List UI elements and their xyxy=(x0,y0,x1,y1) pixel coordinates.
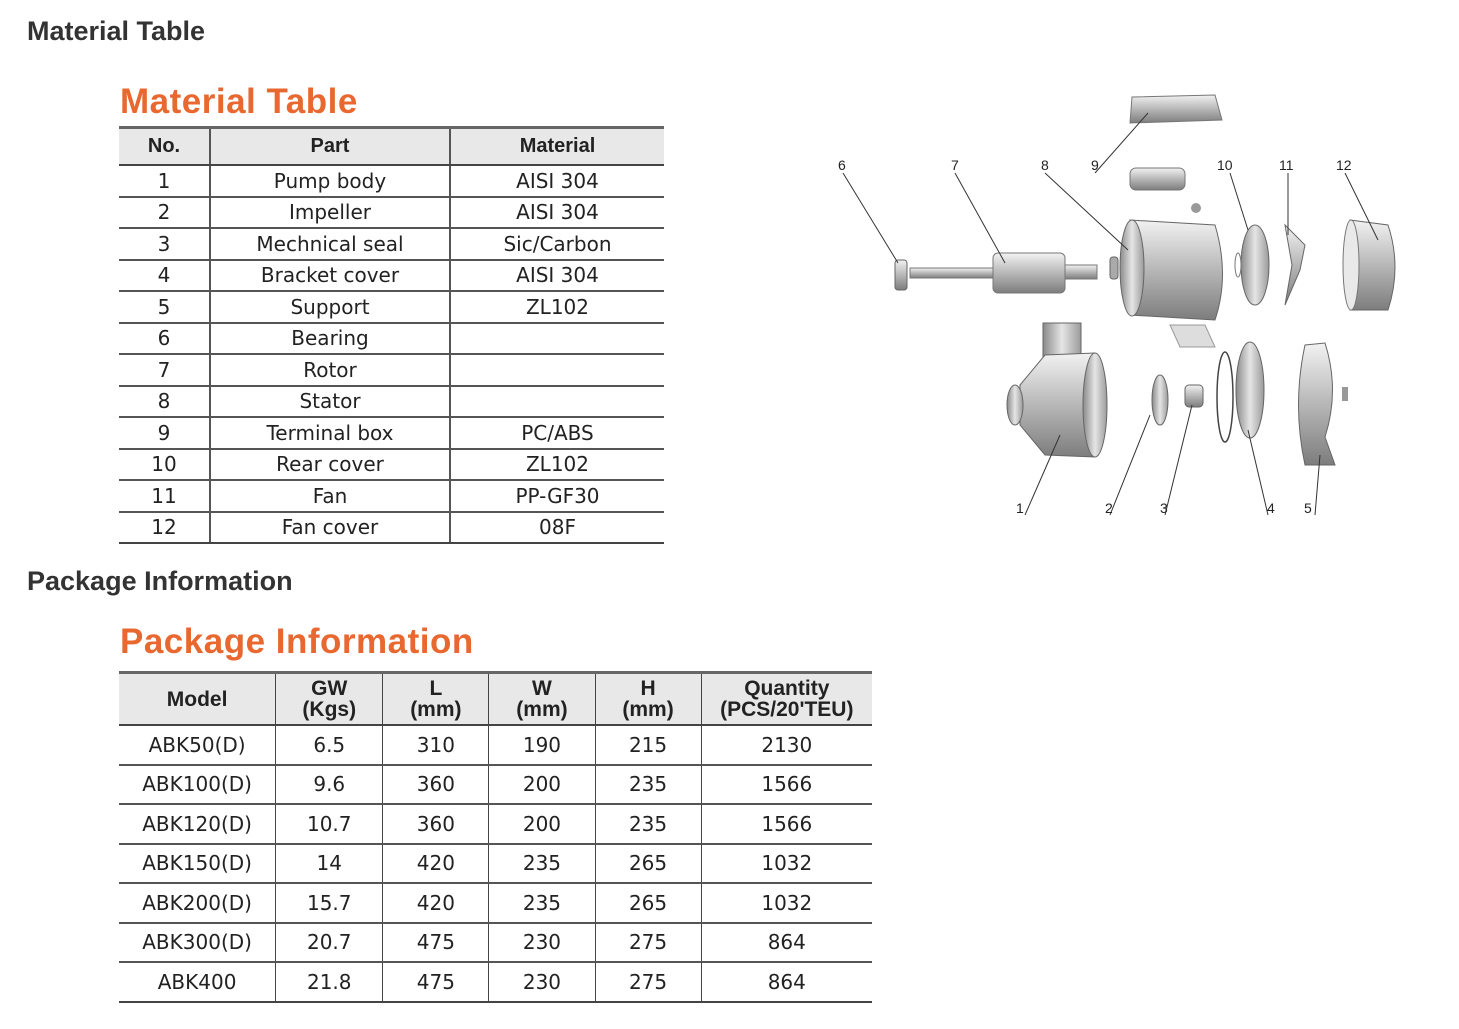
cell-w: 235 xyxy=(489,844,595,884)
cell-l: 360 xyxy=(383,804,489,844)
table-row xyxy=(119,725,872,765)
pump-inlet xyxy=(1007,385,1023,425)
washer-part xyxy=(1110,257,1118,279)
cell-no: 11 xyxy=(119,480,210,512)
column-header-line: (Kgs) xyxy=(302,698,357,721)
cell-no: 2 xyxy=(119,197,210,229)
cell-part: Mechnical seal xyxy=(210,228,450,260)
rotor-shaft-part xyxy=(910,268,1000,278)
cell-quantity: 864 xyxy=(701,923,872,963)
column-header-line: (mm) xyxy=(622,698,674,721)
column-header-h xyxy=(595,673,701,726)
cell-gw: 9.6 xyxy=(276,765,383,805)
package-table-title: Package Information xyxy=(120,622,474,661)
cell-model: ABK50(D) xyxy=(119,725,276,765)
column-header-model xyxy=(119,673,276,726)
column-header-line: W xyxy=(532,677,552,700)
rotor-part xyxy=(993,253,1065,293)
cell-h: 265 xyxy=(595,883,701,923)
rear-cover-ring xyxy=(1235,253,1241,277)
table-row xyxy=(119,844,872,884)
package-section-heading: Package Information xyxy=(27,566,293,596)
column-header-line: L xyxy=(429,677,443,700)
cell-gw: 21.8 xyxy=(276,962,383,1002)
diagram-label-3: 3 xyxy=(1160,500,1168,516)
o-ring-part xyxy=(1217,352,1233,442)
cell-material: ZL102 xyxy=(450,291,664,323)
diagram-label-4: 4 xyxy=(1267,500,1275,516)
cell-model: ABK400 xyxy=(119,962,276,1002)
cell-no: 3 xyxy=(119,228,210,260)
cell-quantity: 1566 xyxy=(701,804,872,844)
table-row xyxy=(119,512,664,544)
cell-part: Impeller xyxy=(210,197,450,229)
table-row xyxy=(119,449,664,481)
mechanical-seal-part xyxy=(1185,385,1203,407)
cell-material: ZL102 xyxy=(450,449,664,481)
diagram-label-11: 11 xyxy=(1279,157,1294,173)
cell-no: 4 xyxy=(119,260,210,292)
cell-material xyxy=(450,386,664,418)
cell-no: 10 xyxy=(119,449,210,481)
cell-quantity: 1566 xyxy=(701,765,872,805)
column-header-line: Quantity xyxy=(744,677,830,700)
column-header-l xyxy=(383,673,489,726)
cell-l: 310 xyxy=(383,725,489,765)
column-header-material: Material xyxy=(450,128,664,166)
rear-cover-part xyxy=(1241,225,1269,305)
cell-gw: 20.7 xyxy=(276,923,383,963)
screw-part xyxy=(1191,203,1201,213)
cell-l: 360 xyxy=(383,765,489,805)
cell-no: 8 xyxy=(119,386,210,418)
cell-no: 9 xyxy=(119,417,210,449)
cell-gw: 6.5 xyxy=(276,725,383,765)
diagram-label-9: 9 xyxy=(1091,157,1099,173)
column-header-gw xyxy=(276,673,383,726)
column-header-quantity xyxy=(701,673,872,726)
cell-w: 200 xyxy=(489,765,595,805)
column-header-line: Model xyxy=(166,687,228,711)
cell-l: 475 xyxy=(383,923,489,963)
cell-h: 235 xyxy=(595,804,701,844)
diagram-label-2: 2 xyxy=(1105,500,1113,516)
diagram-label-6: 6 xyxy=(838,157,846,173)
cell-part: Rear cover xyxy=(210,449,450,481)
fan-part xyxy=(1285,225,1305,305)
rotor-end-part xyxy=(1065,265,1097,279)
cell-h: 215 xyxy=(595,725,701,765)
package-table-header xyxy=(119,673,872,726)
cell-part: Rotor xyxy=(210,354,450,386)
stator-face xyxy=(1120,220,1144,316)
column-header-line: (mm) xyxy=(410,698,462,721)
table-row xyxy=(119,291,664,323)
cell-part: Bearing xyxy=(210,323,450,355)
bearing-part xyxy=(895,260,907,290)
terminal-box-part xyxy=(1130,95,1222,123)
motor-foot-part xyxy=(1170,325,1215,347)
cell-material xyxy=(450,354,664,386)
cell-w: 230 xyxy=(489,962,595,1002)
diagram-label-8: 8 xyxy=(1041,157,1049,173)
cell-gw: 15.7 xyxy=(276,883,383,923)
material-table-header xyxy=(119,128,664,166)
cell-no: 7 xyxy=(119,354,210,386)
cell-material: PP-GF30 xyxy=(450,480,664,512)
cell-w: 190 xyxy=(489,725,595,765)
cell-l: 475 xyxy=(383,962,489,1002)
cell-quantity: 1032 xyxy=(701,844,872,884)
cell-l: 420 xyxy=(383,844,489,884)
table-row xyxy=(119,962,872,1002)
table-row xyxy=(119,354,664,386)
capacitor-part xyxy=(1130,168,1185,190)
table-row xyxy=(119,765,872,805)
diagram-label-10: 10 xyxy=(1217,157,1233,173)
cell-h: 265 xyxy=(595,844,701,884)
table-row xyxy=(119,480,664,512)
cell-no: 5 xyxy=(119,291,210,323)
cell-material: Sic/Carbon xyxy=(450,228,664,260)
cell-no: 12 xyxy=(119,512,210,544)
cell-material: 08F xyxy=(450,512,664,544)
cell-w: 200 xyxy=(489,804,595,844)
column-header-w xyxy=(489,673,595,726)
material-table xyxy=(119,126,664,544)
table-row xyxy=(119,165,664,197)
pump-exploded-diagram xyxy=(830,85,1410,525)
cell-part: Bracket cover xyxy=(210,260,450,292)
pump-body-flange xyxy=(1083,353,1107,457)
cell-material: AISI 304 xyxy=(450,260,664,292)
cell-part: Stator xyxy=(210,386,450,418)
cell-l: 420 xyxy=(383,883,489,923)
table-row xyxy=(119,260,664,292)
table-row xyxy=(119,804,872,844)
cell-model: ABK200(D) xyxy=(119,883,276,923)
cell-no: 1 xyxy=(119,165,210,197)
cell-quantity: 864 xyxy=(701,962,872,1002)
cell-no: 6 xyxy=(119,323,210,355)
cell-material xyxy=(450,323,664,355)
diagram-label-5: 5 xyxy=(1304,500,1312,516)
column-header-no: No. xyxy=(119,128,210,166)
column-header-line: (mm) xyxy=(516,698,568,721)
cell-w: 235 xyxy=(489,883,595,923)
cell-part: Fan cover xyxy=(210,512,450,544)
cell-model: ABK300(D) xyxy=(119,923,276,963)
cell-model: ABK100(D) xyxy=(119,765,276,805)
column-header-line: GW xyxy=(311,677,348,700)
column-header-part: Part xyxy=(210,128,450,166)
cell-part: Pump body xyxy=(210,165,450,197)
table-row xyxy=(119,323,664,355)
support-bolt xyxy=(1342,387,1348,401)
column-header-line: H xyxy=(640,677,656,700)
table-row xyxy=(119,386,664,418)
material-table-title: Material Table xyxy=(120,82,358,121)
cell-part: Fan xyxy=(210,480,450,512)
bracket-cover-part xyxy=(1236,342,1264,438)
fan-cover-face xyxy=(1343,220,1359,310)
support-part xyxy=(1299,343,1336,465)
impeller-part xyxy=(1152,375,1168,425)
package-table xyxy=(119,671,872,1003)
cell-material: AISI 304 xyxy=(450,197,664,229)
cell-gw: 10.7 xyxy=(276,804,383,844)
table-row xyxy=(119,417,664,449)
cell-model: ABK150(D) xyxy=(119,844,276,884)
cell-quantity: 2130 xyxy=(701,725,872,765)
cell-material: AISI 304 xyxy=(450,165,664,197)
column-header-line: (PCS/20'TEU) xyxy=(720,698,854,721)
material-section-heading: Material Table xyxy=(27,16,206,46)
table-row xyxy=(119,923,872,963)
diagram-label-1: 1 xyxy=(1016,500,1024,516)
diagram-label-12: 12 xyxy=(1336,157,1352,173)
cell-model: ABK120(D) xyxy=(119,804,276,844)
cell-material: PC/ABS xyxy=(450,417,664,449)
diagram-label-7: 7 xyxy=(951,157,959,173)
cell-gw: 14 xyxy=(276,844,383,884)
cell-part: Support xyxy=(210,291,450,323)
cell-h: 235 xyxy=(595,765,701,805)
cell-h: 275 xyxy=(595,923,701,963)
table-row xyxy=(119,197,664,229)
cell-quantity: 1032 xyxy=(701,883,872,923)
cell-w: 230 xyxy=(489,923,595,963)
table-row xyxy=(119,228,664,260)
cell-h: 275 xyxy=(595,962,701,1002)
table-row xyxy=(119,883,872,923)
cell-part: Terminal box xyxy=(210,417,450,449)
